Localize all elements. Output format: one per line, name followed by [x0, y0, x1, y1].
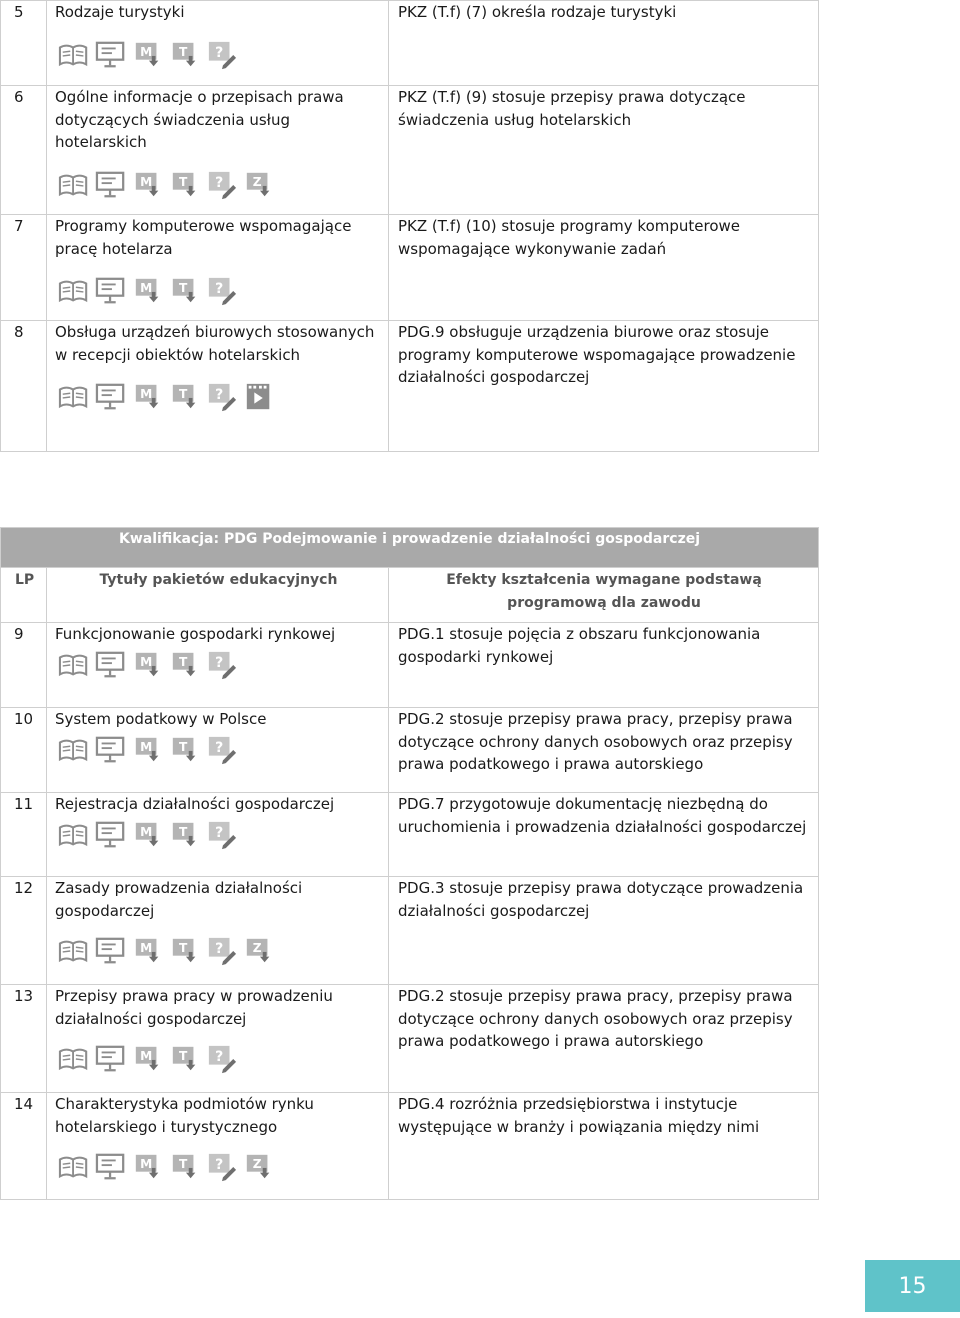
packages-table-top	[0, 0, 819, 452]
svg-text:?: ?	[215, 1048, 224, 1065]
package-cell	[47, 1093, 389, 1200]
package-title: Rejestracja działalności gospodarczej	[55, 795, 335, 813]
svg-text:?: ?	[215, 940, 224, 957]
presentation-icon[interactable]	[95, 820, 127, 850]
learning-effect: PDG.9 obsługuje urządzenia biurowe oraz stosuje programy komputerowe wspomagające prowadzenie działalności gospodarczej	[389, 321, 819, 452]
table-row	[1, 86, 819, 215]
table-row	[1, 1093, 819, 1200]
quiz-icon[interactable]	[206, 382, 238, 412]
qualification-title: Kwalifikacja: PDG Podejmowanie i prowadzenie działalności gospodarczej	[1, 528, 819, 568]
table-row	[1, 623, 819, 708]
package-cell	[47, 86, 389, 215]
quiz-icon[interactable]	[206, 650, 238, 680]
svg-text:?: ?	[215, 174, 224, 191]
presentation-icon[interactable]	[95, 735, 127, 765]
presentation-icon[interactable]	[95, 936, 127, 966]
quiz-icon[interactable]	[206, 1152, 238, 1182]
svg-text:M: M	[140, 654, 153, 669]
svg-text:T: T	[178, 174, 188, 189]
package-title: Funkcjonowanie gospodarki rynkowej	[55, 625, 336, 643]
svg-text:Z: Z	[252, 174, 262, 189]
icon-bar	[58, 1044, 382, 1074]
svg-text:M: M	[140, 174, 153, 189]
movie-download-icon[interactable]	[132, 40, 164, 70]
svg-text:T: T	[178, 280, 188, 295]
quiz-icon[interactable]	[206, 276, 238, 306]
column-header-effect: Efekty kształcenia wymagane podstawą programową dla zawodu	[389, 568, 819, 623]
quiz-icon[interactable]	[206, 820, 238, 850]
movie-download-icon[interactable]	[132, 735, 164, 765]
package-cell	[47, 985, 389, 1093]
learning-effect: PDG.3 stosuje przepisy prawa dotyczące prowadzenia działalności gospodarczej	[389, 877, 819, 985]
movie-download-icon[interactable]	[132, 936, 164, 966]
row-number: 13	[1, 985, 47, 1093]
row-number: 12	[1, 877, 47, 985]
text-download-icon[interactable]	[169, 735, 201, 765]
presentation-icon[interactable]	[95, 382, 127, 412]
svg-text:?: ?	[215, 739, 224, 756]
video-icon[interactable]	[243, 382, 275, 412]
svg-text:M: M	[140, 44, 153, 59]
package-title: Przepisy prawa pracy w prowadzeniu działalności gospodarczej	[55, 987, 333, 1028]
icon-bar	[58, 276, 382, 306]
package-title: Zasady prowadzenia działalności gospodarczej	[55, 879, 303, 920]
text-download-icon[interactable]	[169, 1044, 201, 1074]
presentation-icon[interactable]	[95, 1152, 127, 1182]
svg-text:T: T	[178, 386, 188, 401]
icon-bar	[58, 820, 382, 850]
svg-text:Z: Z	[252, 1156, 262, 1171]
row-number: 11	[1, 793, 47, 877]
table-row	[1, 877, 819, 985]
packages-table-pdg	[0, 527, 819, 1200]
svg-text:M: M	[140, 1156, 153, 1171]
movie-download-icon[interactable]	[132, 1152, 164, 1182]
package-cell	[47, 321, 389, 452]
svg-text:Z: Z	[252, 940, 262, 955]
book-icon[interactable]	[58, 735, 90, 765]
learning-effect: PDG.7 przygotowuje dokumentację niezbędną do uruchomienia i prowadzenia działalności gospodarczej	[389, 793, 819, 877]
row-number: 10	[1, 708, 47, 793]
package-title: Rodzaje turystyki	[55, 3, 185, 21]
icon-bar	[58, 170, 382, 200]
presentation-icon[interactable]	[95, 650, 127, 680]
column-header-title: Tytuły pakietów edukacyjnych	[47, 568, 389, 623]
quiz-icon[interactable]	[206, 735, 238, 765]
zip-download-icon[interactable]	[243, 170, 275, 200]
package-cell	[47, 793, 389, 877]
packages-table-top-body	[1, 1, 819, 452]
book-icon[interactable]	[58, 820, 90, 850]
row-number: 8	[1, 321, 47, 452]
quiz-icon[interactable]	[206, 40, 238, 70]
movie-download-icon[interactable]	[132, 382, 164, 412]
movie-download-icon[interactable]	[132, 1044, 164, 1074]
svg-text:T: T	[178, 940, 188, 955]
svg-text:M: M	[140, 386, 153, 401]
text-download-icon[interactable]	[169, 170, 201, 200]
table-row	[1, 708, 819, 793]
quiz-icon[interactable]	[206, 170, 238, 200]
row-number: 7	[1, 215, 47, 321]
book-icon[interactable]	[58, 1044, 90, 1074]
table-row	[1, 985, 819, 1093]
svg-text:?: ?	[215, 824, 224, 841]
book-icon[interactable]	[58, 40, 90, 70]
svg-text:M: M	[140, 280, 153, 295]
presentation-icon[interactable]	[95, 170, 127, 200]
svg-text:T: T	[178, 739, 188, 754]
learning-effect: PKZ (T.f) (9) stosuje przepisy prawa dotyczące świadczenia usług hotelarskich	[389, 86, 819, 215]
learning-effect: PDG.2 stosuje przepisy prawa pracy, przepisy prawa dotyczące ochrony danych osobowych oraz przepisy prawa podatkowego i prawa autorskiego	[389, 708, 819, 793]
table-row	[1, 215, 819, 321]
book-icon[interactable]	[58, 936, 90, 966]
svg-text:?: ?	[215, 386, 224, 403]
icon-bar	[58, 650, 382, 680]
text-download-icon[interactable]	[169, 276, 201, 306]
qualification-row	[1, 528, 819, 568]
quiz-icon[interactable]	[206, 936, 238, 966]
svg-text:?: ?	[215, 654, 224, 671]
zip-download-icon[interactable]	[243, 936, 275, 966]
package-cell	[47, 708, 389, 793]
movie-download-icon[interactable]	[132, 170, 164, 200]
svg-text:T: T	[178, 654, 188, 669]
book-icon[interactable]	[58, 650, 90, 680]
book-icon[interactable]	[58, 1152, 90, 1182]
header-row	[1, 568, 819, 623]
svg-text:M: M	[140, 940, 153, 955]
svg-text:M: M	[140, 1048, 153, 1063]
text-download-icon[interactable]	[169, 820, 201, 850]
table-row	[1, 1, 819, 86]
text-download-icon[interactable]	[169, 1152, 201, 1182]
package-cell	[47, 623, 389, 708]
movie-download-icon[interactable]	[132, 650, 164, 680]
learning-effect: PDG.1 stosuje pojęcia z obszaru funkcjonowania gospodarki rynkowej	[389, 623, 819, 708]
learning-effect: PDG.2 stosuje przepisy prawa pracy, przepisy prawa dotyczące ochrony danych osobowych oraz przepisy prawa podatkowego i prawa autorskiego	[389, 985, 819, 1093]
quiz-icon[interactable]	[206, 1044, 238, 1074]
package-title: Ogólne informacje o przepisach prawa dotyczących świadczenia usług hotelarskich	[55, 88, 344, 151]
presentation-icon[interactable]	[95, 1044, 127, 1074]
book-icon[interactable]	[58, 170, 90, 200]
package-title: Obsługa urządzeń biurowych stosowanych w recepcji obiektów hotelarskich	[55, 323, 375, 364]
book-icon[interactable]	[58, 382, 90, 412]
page-number: 15	[865, 1260, 960, 1312]
presentation-icon[interactable]	[95, 40, 127, 70]
text-download-icon[interactable]	[169, 40, 201, 70]
icon-bar	[58, 40, 382, 70]
package-cell	[47, 1, 389, 86]
package-cell	[47, 215, 389, 321]
presentation-icon[interactable]	[95, 276, 127, 306]
learning-effect: PKZ (T.f) (10) stosuje programy komputerowe wspomagające wykonywanie zadań	[389, 215, 819, 321]
row-number: 6	[1, 86, 47, 215]
column-header-lp: LP	[1, 568, 47, 623]
package-title: Programy komputerowe wspomagające pracę hotelarza	[55, 217, 352, 258]
icon-bar	[58, 382, 382, 412]
learning-effect: PKZ (T.f) (7) określa rodzaje turystyki	[389, 1, 819, 86]
row-number: 5	[1, 1, 47, 86]
text-download-icon[interactable]	[169, 936, 201, 966]
text-download-icon[interactable]	[169, 650, 201, 680]
svg-text:T: T	[178, 44, 188, 59]
package-cell	[47, 877, 389, 985]
svg-text:T: T	[178, 824, 188, 839]
book-icon[interactable]	[58, 276, 90, 306]
movie-download-icon[interactable]	[132, 276, 164, 306]
row-number: 14	[1, 1093, 47, 1200]
svg-text:T: T	[178, 1048, 188, 1063]
zip-download-icon[interactable]	[243, 1152, 275, 1182]
packages-table-pdg-body	[1, 528, 819, 1200]
icon-bar	[58, 936, 382, 966]
svg-text:M: M	[140, 824, 153, 839]
icon-bar	[58, 1152, 382, 1182]
package-title: Charakterystyka podmiotów rynku hotelarskiego i turystycznego	[55, 1095, 314, 1136]
row-number: 9	[1, 623, 47, 708]
svg-text:?: ?	[215, 1156, 224, 1173]
svg-text:T: T	[178, 1156, 188, 1171]
svg-text:?: ?	[215, 280, 224, 297]
svg-text:M: M	[140, 739, 153, 754]
icon-bar	[58, 735, 382, 765]
table-row	[1, 793, 819, 877]
svg-text:?: ?	[215, 44, 224, 61]
movie-download-icon[interactable]	[132, 820, 164, 850]
package-title: System podatkowy w Polsce	[55, 710, 267, 728]
learning-effect: PDG.4 rozróżnia przedsiębiorstwa i instytucje występujące w branży i powiązania między nimi	[389, 1093, 819, 1200]
table-row	[1, 321, 819, 452]
text-download-icon[interactable]	[169, 382, 201, 412]
